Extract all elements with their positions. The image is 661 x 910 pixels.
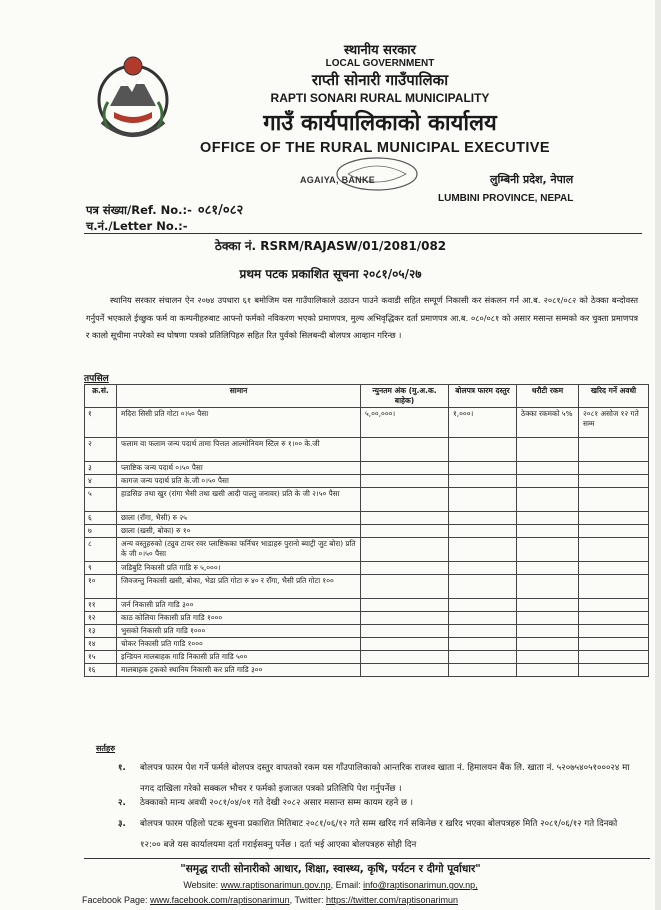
reference-label: पत्र संख्या/Ref. No.:- — [86, 203, 192, 217]
cell-period — [579, 638, 649, 651]
cell-sn: ९ — [85, 562, 117, 575]
cell-item: छाला (खसी, बोका) रु १० — [117, 525, 361, 538]
condition-number: ३. — [118, 819, 126, 829]
cell-minimum — [361, 475, 449, 488]
table-row — [85, 462, 649, 475]
cell-deposit — [517, 538, 579, 562]
cell-fee — [449, 651, 517, 664]
twitter-link[interactable]: https://twitter.com/raptisonarimun — [326, 895, 459, 905]
table-row — [85, 625, 649, 638]
table-row — [85, 664, 649, 677]
office-stamp-icon — [318, 154, 436, 194]
table-row — [85, 512, 649, 525]
office-name-en: OFFICE OF THE RURAL MUNICIPAL EXECUTIVE — [200, 140, 550, 156]
cell-minimum — [361, 664, 449, 677]
condition-number: १. — [118, 763, 126, 773]
municipality-name-np: राप्ती सोनारी गाउँपालिका — [311, 71, 449, 89]
facebook-label: Facebook Page: — [82, 895, 148, 905]
cell-deposit — [517, 475, 579, 488]
table-row — [85, 575, 649, 599]
cell-fee — [449, 488, 517, 512]
cell-deposit — [517, 575, 579, 599]
footer-contact: Website: www.raptisonarimun.gov.np, Email: info@raptisonarimun.gov.np, — [183, 880, 478, 890]
cell-item: जिवजन्तु निकासी खसी, बोका, भेडा प्रति गोटा रु ४० र राँगा, भैसी प्रति गोटा १०० — [117, 575, 361, 599]
cell-period — [579, 488, 649, 512]
province-en: LUMBINI PROVINCE, NEPAL — [438, 193, 574, 204]
cell-sn: ४ — [85, 475, 117, 488]
cell-deposit — [517, 562, 579, 575]
letter-number-label: च.नं./Letter No.:- — [86, 219, 188, 233]
column-header-fee: बोलपत्र फारम दस्तुर — [449, 385, 517, 408]
reference-value: ०८१/०८२ — [197, 203, 244, 218]
email-label: Email: — [335, 880, 361, 890]
cell-sn: ६ — [85, 512, 117, 525]
column-header-sn: क्र.सं. — [85, 385, 117, 408]
twitter-label: Twitter: — [294, 895, 324, 905]
cell-item: भुसको निकासी प्रति गाडि १००० — [117, 625, 361, 638]
cell-fee — [449, 562, 517, 575]
table-row — [85, 612, 649, 625]
cell-item: कागज जन्य पदार्थ प्रति के.जी ०।५० पैसा — [117, 475, 361, 488]
conditions-title: सर्तहरु — [96, 744, 115, 753]
cell-period — [579, 625, 649, 638]
cell-period — [579, 525, 649, 538]
table-row — [85, 638, 649, 651]
website-label: Website: — [183, 880, 219, 890]
cell-item: मालबाहक ट्रकको स्थानिय निकासी कर प्रति गाडि ३०० — [117, 664, 361, 677]
cell-period — [579, 664, 649, 677]
column-header-deposit: धरौटी रकम — [517, 385, 579, 408]
cell-fee — [449, 575, 517, 599]
contract-number: ठेक्का नं. RSRM/RAJASW/01/2081/082 — [214, 239, 447, 253]
table-body — [85, 408, 649, 677]
cell-minimum — [361, 651, 449, 664]
cell-sn: १६ — [85, 664, 117, 677]
cell-minimum — [361, 438, 449, 462]
cell-sn: १५ — [85, 651, 117, 664]
cell-item: जडिबुटि निकासी प्रति गाडि रु ५,०००। — [117, 562, 361, 575]
page-edge — [655, 0, 661, 910]
table-header-row — [85, 385, 649, 408]
column-header-item: सामान — [117, 385, 361, 408]
column-header-period: खरिद गर्ने अवधी — [579, 385, 649, 408]
cell-period: २०८१ असोज १२ गते सम्म — [579, 408, 649, 438]
cell-deposit — [517, 625, 579, 638]
cell-period — [579, 562, 649, 575]
condition-text: बोलपत्र फारम पेश गर्ने फर्मले बोलपत्र दस्तुर वापतको रकम यस गाँउपालिकाको आन्तरिक राजश्व खाता नं. हिमालयन बैंक लि. खाता नं. ५२०७५४०५१०००२४ मा नगद दाखिला गरेको सक्कल भौचर र फर्मको इजाजत पत्रको प्रतिलिपि पेश गर्नुपर्नेछ । — [140, 763, 630, 794]
cell-fee — [449, 664, 517, 677]
cell-deposit — [517, 512, 579, 525]
table-row — [85, 408, 649, 438]
table-row — [85, 599, 649, 612]
nepal-emblem-icon — [94, 42, 172, 154]
cell-minimum — [361, 625, 449, 638]
header-divider — [84, 233, 642, 234]
cell-item: मदिरा सिसी प्रति गोटा ०।५० पैसा — [117, 408, 361, 438]
cell-fee — [449, 612, 517, 625]
reference-number — [86, 200, 243, 218]
footer-slogan: "समृद्ध राप्ती सोनारीको आधार, शिक्षा, स्वास्थ्य, कृषि, पर्यटन र दीगो पूर्वाधार" — [180, 863, 481, 875]
cell-sn: ५ — [85, 488, 117, 512]
cell-sn: २ — [85, 438, 117, 462]
cell-period — [579, 475, 649, 488]
facebook-link[interactable]: www.facebook.com/raptisonarimun — [150, 895, 290, 905]
cell-period — [579, 575, 649, 599]
cell-minimum: ५,००,०००। — [361, 408, 449, 438]
publication-title: प्रथम पटक प्रकाशित सूचना २०८१/०५/२७ — [239, 267, 422, 281]
cell-item: हाडसिङ तथा खुर (रांगा भैसी तथा खसी आदी पाल्तु जनावर) प्रति के जी २।५० पैसा — [117, 488, 361, 512]
cell-fee — [449, 438, 517, 462]
footer-divider — [84, 858, 650, 859]
cell-minimum — [361, 612, 449, 625]
cell-period — [579, 538, 649, 562]
cell-period — [579, 599, 649, 612]
table-row — [85, 475, 649, 488]
cell-sn: १२ — [85, 612, 117, 625]
table-row — [85, 438, 649, 462]
cell-deposit — [517, 488, 579, 512]
cell-minimum — [361, 512, 449, 525]
condition-text: ठेक्काको मान्य अवधी २०८१/०४/०१ गते देखी २०८२ असार मसान्त सम्म कायम रहने छ । — [140, 798, 413, 808]
cell-item: इन्डियन मालबाहक गाडि निकासी प्रति गाडि ५०० — [117, 651, 361, 664]
condition-text: बोलपत्र फारम पहिलो पटक सूचना प्रकाशित मितिबाट २०८१/०६/१२ गते सम्म खरिद गर्न सकिनेछ र खरिद भएका बोलपत्रहरु मिति २०८१/०६/१२ गते दिनको १२:०० बजे यस कार्यालयमा दर्ता गराईसक्नु पर्नेछ । दर्ता भई आएका बोलपत्रहरु सोही दिन — [140, 819, 618, 850]
cell-deposit — [517, 612, 579, 625]
cell-fee — [449, 638, 517, 651]
cell-period — [579, 438, 649, 462]
cell-item: अन्य वस्तुहरुको (ट्युव टायर रवर प्लाष्टिकका फर्निचर भाडाहरु पुरानो ब्याट्री जुट बोरा) प्रति के जी ०।५० पैसा — [117, 538, 361, 562]
cell-period — [579, 651, 649, 664]
table-row — [85, 651, 649, 664]
cell-fee — [449, 599, 517, 612]
province-np: लुम्बिनी प्रदेश, नेपाल — [490, 173, 574, 186]
cell-item: काठ कोलिया निकासी प्रति गाडि १००० — [117, 612, 361, 625]
cell-minimum — [361, 599, 449, 612]
municipality-name-en: RAPTI SONARI RURAL MUNICIPALITY — [270, 91, 490, 105]
cell-sn: १४ — [85, 638, 117, 651]
table-row — [85, 525, 649, 538]
table-row — [85, 538, 649, 562]
cell-deposit — [517, 599, 579, 612]
cell-fee — [449, 625, 517, 638]
local-government-en: LOCAL GOVERNMENT — [325, 58, 435, 69]
cell-deposit — [517, 525, 579, 538]
cell-deposit — [517, 438, 579, 462]
condition-item — [118, 793, 638, 814]
cell-deposit: ठेक्का रकमको ५% — [517, 408, 579, 438]
table-row — [85, 488, 649, 512]
tender-items-table — [84, 384, 649, 677]
cell-fee — [449, 538, 517, 562]
cell-deposit — [517, 638, 579, 651]
cell-item: जर्न निकासी प्रति गाडि ३०० — [117, 599, 361, 612]
cell-item: फलाम वा फलाम जन्य पदार्थ तामा पित्तल आल्मोनियम स्टिल रु १।०० के.जी — [117, 438, 361, 462]
website-link[interactable]: www.raptisonarimun.gov.np — [220, 880, 331, 890]
table-row — [85, 562, 649, 575]
local-government-np: स्थानीय सरकार — [344, 43, 416, 58]
cell-item: चोकर निकासी प्रति गाडि १००० — [117, 638, 361, 651]
cell-sn: १ — [85, 408, 117, 438]
cell-deposit — [517, 651, 579, 664]
cell-minimum — [361, 488, 449, 512]
cell-sn: १३ — [85, 625, 117, 638]
cell-fee — [449, 475, 517, 488]
footer-social: Facebook Page: www.facebook.com/raptisonarimun, Twitter: https://twitter.com/raptisonarimun — [82, 895, 459, 905]
condition-item — [118, 814, 638, 856]
cell-period — [579, 612, 649, 625]
cell-minimum — [361, 538, 449, 562]
cell-minimum — [361, 562, 449, 575]
schedule-label: तपसिल — [84, 374, 109, 384]
condition-number: २. — [118, 798, 126, 808]
cell-sn: १० — [85, 575, 117, 599]
cell-minimum — [361, 462, 449, 475]
cell-sn: ८ — [85, 538, 117, 562]
cell-sn: ७ — [85, 525, 117, 538]
cell-minimum — [361, 525, 449, 538]
cell-item: छाला (राँगा, भैसी) रु २५ — [117, 512, 361, 525]
office-name-np: गाउँ कार्यपालिकाको कार्यालय — [263, 111, 497, 136]
cell-minimum — [361, 575, 449, 599]
notice-intro-paragraph: स्थानिय सरकार संचालन ऐन २०७४ उपधारा ६१ बमोजिम यस गाउँपालिकाले उठाउन पाउने कवाडी सहित सम्पूर्ण निकासी कर संकलन गर्न आ.ब. २०८१/०८२ को ठेक्का बन्दोवस्त गर्नुपर्ने भएकाले ईच्छुक फर्म वा कम्पनीहरुबाट आफ्नो फर्मको नविकरण भएको प्रमाणपत्र, मुल्य अभिवृद्धिकर दर्ता प्रमाणपत्र आ.ब. ०८०/०८१ को असार मसान्त सम्मको कर चुक्ता प्रमाणपत्र र कालो सूचीमा नपरेको स्व घोषणा पत्रको प्रतिलिपिहरु सहित रित पुर्वको सिलबन्दी बोलपत्र आव्हान गरिन्छ । — [86, 295, 638, 340]
cell-fee — [449, 512, 517, 525]
cell-period — [579, 462, 649, 475]
cell-item: प्लाष्टिक जन्य पदार्थ ०।५० पैसा — [117, 462, 361, 475]
cell-fee: १,०००। — [449, 408, 517, 438]
column-header-minimum: न्युनतम अंक (मु.अ.क. बाहेक) — [361, 385, 449, 408]
cell-sn: ११ — [85, 599, 117, 612]
office-location: AGAIYA, BANKE — [300, 175, 376, 185]
cell-fee — [449, 462, 517, 475]
cell-minimum — [361, 638, 449, 651]
cell-deposit — [517, 462, 579, 475]
cell-fee — [449, 525, 517, 538]
cell-deposit — [517, 664, 579, 677]
cell-sn: ३ — [85, 462, 117, 475]
cell-period — [579, 512, 649, 525]
email-link[interactable]: info@raptisonarimun.gov.np, — [363, 880, 478, 890]
